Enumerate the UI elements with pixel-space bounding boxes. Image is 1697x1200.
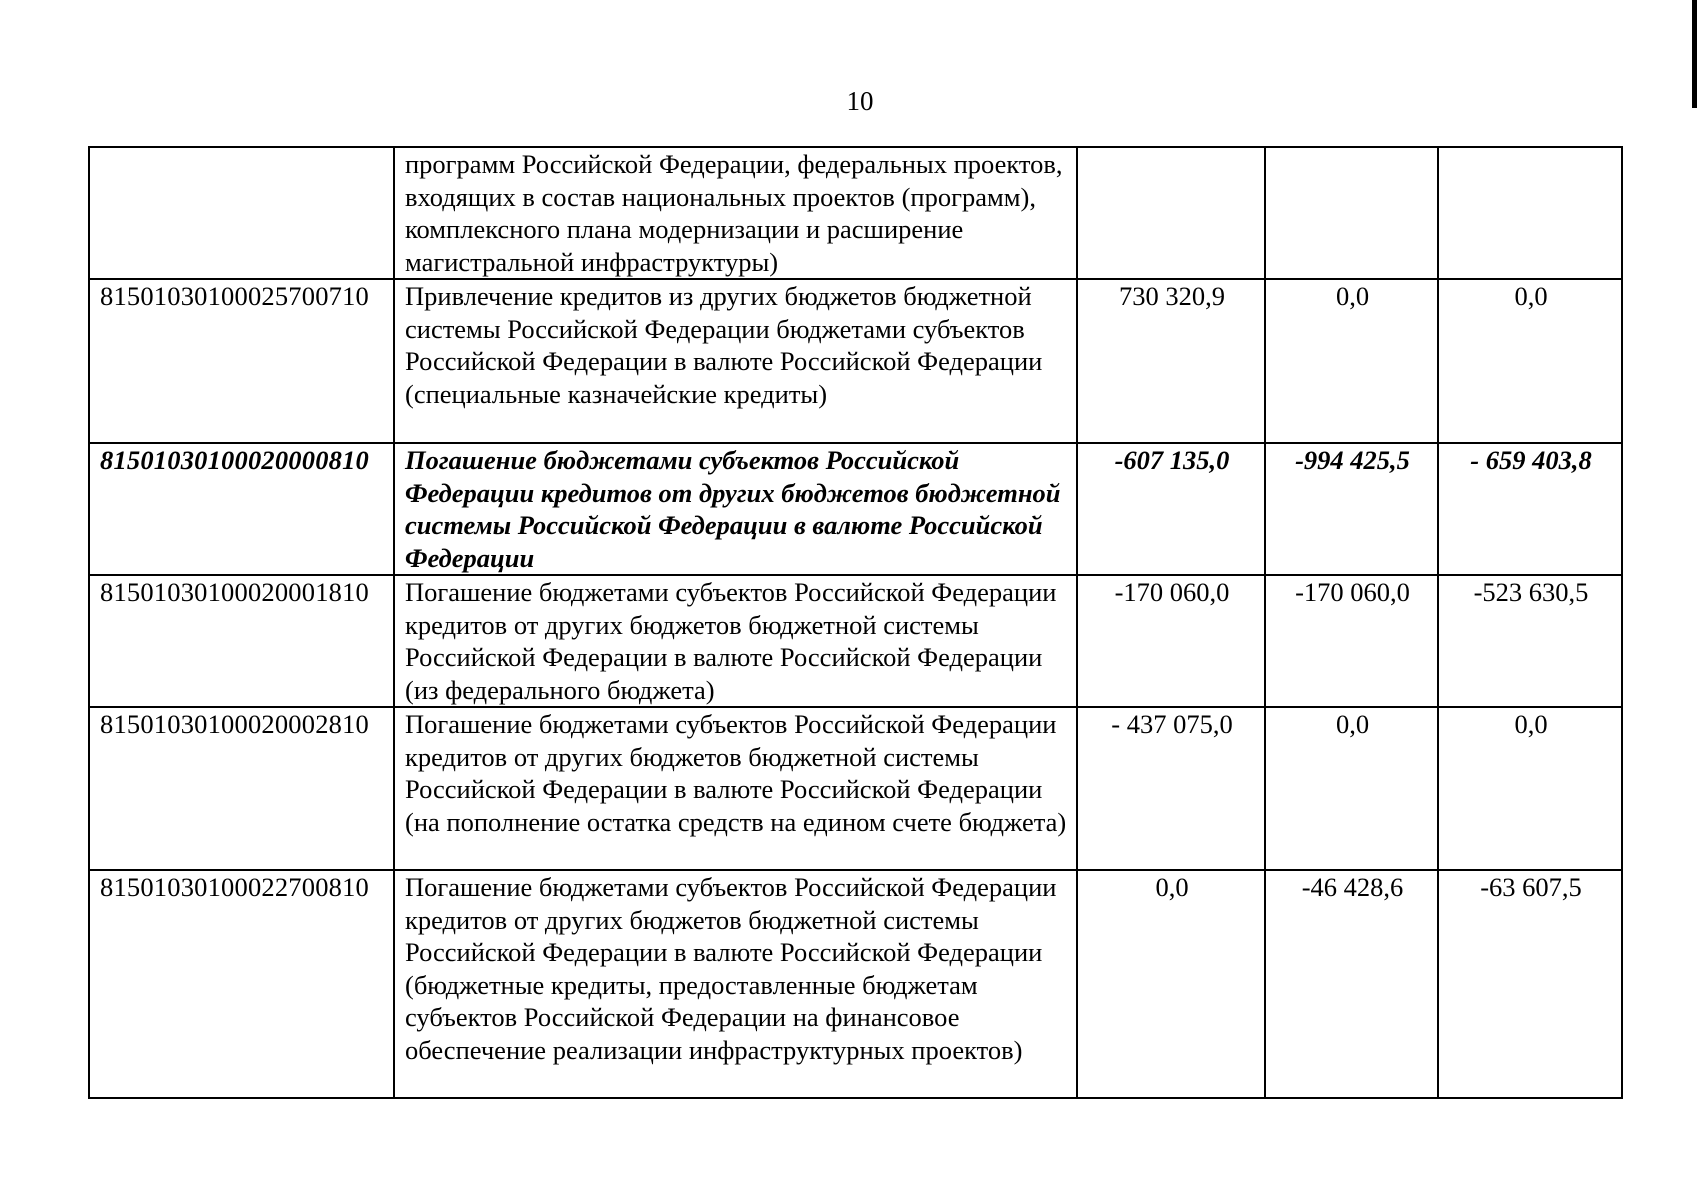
- table-row: [89, 870, 1622, 1098]
- amount-year1-cell: -170 060,0: [1077, 575, 1265, 707]
- table-row: [89, 147, 1622, 279]
- table-row: [89, 707, 1622, 870]
- description-cell: Привлечение кредитов из других бюджетов бюджетной системы Российской Федерации бюджетами субъектов Российской Федерации в валюте Российской Федерации (специальные казначейские кредиты): [394, 279, 1077, 443]
- amount-year2-cell: -994 425,5: [1265, 443, 1438, 575]
- amount-year2-cell: [1265, 147, 1438, 279]
- page-edge-mark: [1692, 0, 1697, 108]
- budget-code-cell: 81501030100020002810: [89, 707, 394, 870]
- description-cell: Погашение бюджетами субъектов Российской Федерации кредитов от других бюджетов бюджетной системы Российской Федерации в валюте Российской Федерации (из федерального бюджета): [394, 575, 1077, 707]
- budget-code-cell: 81501030100025700710: [89, 279, 394, 443]
- description-cell: Погашение бюджетами субъектов Российской Федерации кредитов от других бюджетов бюджетной системы Российской Федерации в валюте Российской Федерации (бюджетные кредиты, предоставленные бюджетам субъектов Российской Федерации на финансовое обеспечение реализации инфраструктурных проектов): [394, 870, 1077, 1098]
- description-cell: Погашение бюджетами субъектов Российской Федерации кредитов от других бюджетов бюджетной системы Российской Федерации в валюте Российской Федерации: [394, 443, 1077, 575]
- description-cell: Погашение бюджетами субъектов Российской Федерации кредитов от других бюджетов бюджетной системы Российской Федерации в валюте Российской Федерации (на пополнение остатка средств на едином счете бюджета): [394, 707, 1077, 870]
- amount-year2-cell: 0,0: [1265, 707, 1438, 870]
- amount-year1-cell: -607 135,0: [1077, 443, 1265, 575]
- amount-year3-cell: - 659 403,8: [1438, 443, 1622, 575]
- amount-year2-cell: 0,0: [1265, 279, 1438, 443]
- amount-year2-cell: -46 428,6: [1265, 870, 1438, 1098]
- amount-year1-cell: 730 320,9: [1077, 279, 1265, 443]
- budget-code-cell: [89, 147, 394, 279]
- amount-year3-cell: 0,0: [1438, 279, 1622, 443]
- budget-code-cell: 81501030100020000810: [89, 443, 394, 575]
- amount-year1-cell: - 437 075,0: [1077, 707, 1265, 870]
- amount-year1-cell: 0,0: [1077, 870, 1265, 1098]
- amount-year3-cell: 0,0: [1438, 707, 1622, 870]
- amount-year3-cell: -63 607,5: [1438, 870, 1622, 1098]
- budget-code-cell: 81501030100022700810: [89, 870, 394, 1098]
- amount-year2-cell: -170 060,0: [1265, 575, 1438, 707]
- table-row-total: [89, 443, 1622, 575]
- table-row: [89, 279, 1622, 443]
- amount-year3-cell: [1438, 147, 1622, 279]
- page-number: 10: [846, 86, 874, 116]
- description-cell: программ Российской Федерации, федеральных проектов, входящих в состав национальных проектов (программ), комплексного плана модернизации и расширение магистральной инфраструктуры): [394, 147, 1077, 279]
- amount-year3-cell: -523 630,5: [1438, 575, 1622, 707]
- budget-code-cell: 81501030100020001810: [89, 575, 394, 707]
- budget-sources-table: [88, 146, 1623, 1099]
- table-row: [89, 575, 1622, 707]
- amount-year1-cell: [1077, 147, 1265, 279]
